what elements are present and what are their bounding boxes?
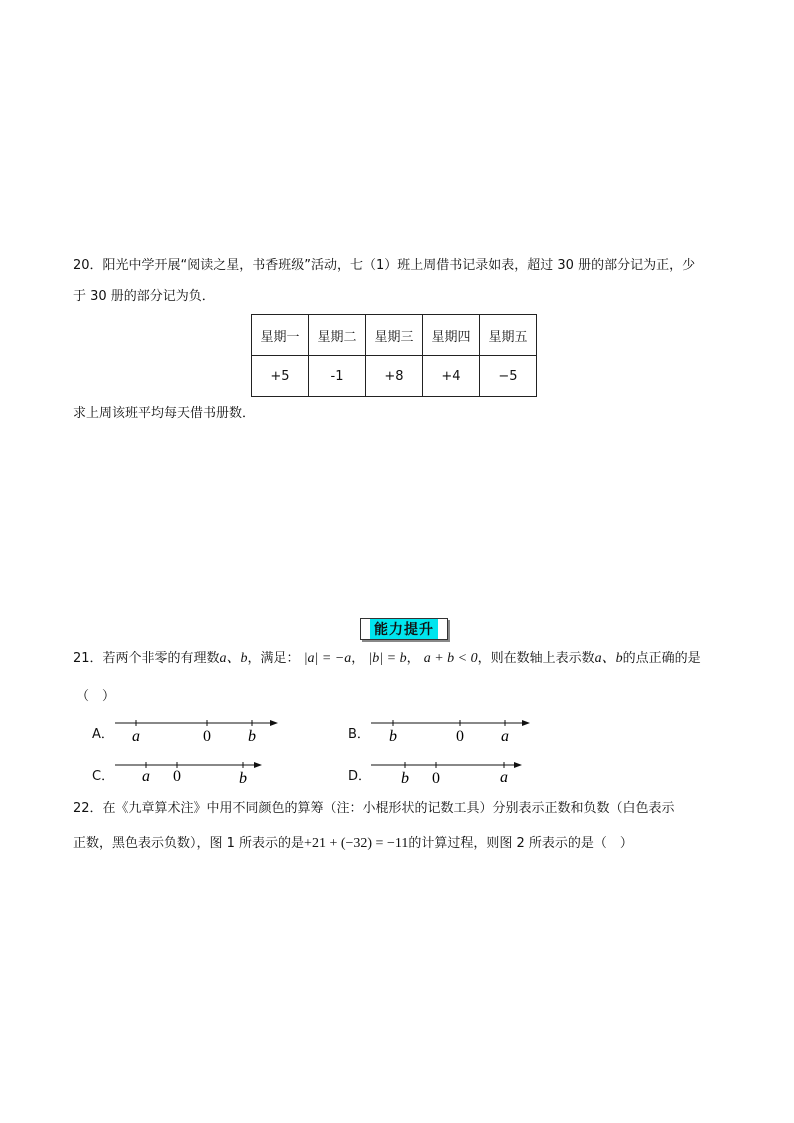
table-value-cell: +8 xyxy=(366,356,423,397)
option-d-label: D． xyxy=(348,769,372,784)
table-header-cell: 星期三 xyxy=(366,315,423,356)
option-d-number-line xyxy=(368,757,533,789)
q21-vars2: a、b xyxy=(594,651,623,666)
option-b-number-line xyxy=(368,715,538,747)
q21-prefix: 21．若两个非零的有理数 xyxy=(73,651,220,666)
section-title: 能力提升 xyxy=(370,619,438,639)
tick-label-zero: 0 xyxy=(173,768,181,785)
table-value-cell: −5 xyxy=(480,356,537,397)
q21-cond2: |b| = b xyxy=(368,651,407,666)
tick-label-a: a xyxy=(142,768,150,785)
tick-label-zero: 0 xyxy=(456,728,464,745)
tick-label-b: b xyxy=(389,728,397,745)
q21-suffix-a: ，则在数轴上表示数 xyxy=(477,651,595,666)
tick-label-zero: 0 xyxy=(203,728,211,745)
tick-label-b: b xyxy=(248,728,256,745)
q22-expr: +21 + (−32) = −11 xyxy=(304,836,409,851)
q20-question: 求上周该班平均每天借书册数． xyxy=(73,406,256,421)
q22-line2 xyxy=(73,835,633,853)
arrow-icon xyxy=(270,720,278,726)
q22-line2-a: 正数，黑色表示负数），图 1 所表示的是 xyxy=(73,836,305,851)
option-a-number-line xyxy=(112,715,287,747)
table-header-cell: 星期四 xyxy=(423,315,480,356)
borrow-table xyxy=(251,314,537,397)
q22-line1: 22．在《九章算术注》中用不同颜色的算筹（注：小棍形状的记数工具）分别表示正数和负数（白色表示 xyxy=(73,801,675,816)
option-c-label: C． xyxy=(92,769,115,784)
tick-label-b: b xyxy=(401,770,409,787)
q20-line2: 于 30 册的部分记为负． xyxy=(73,289,215,304)
q20-line1: 20．阳光中学开展“阅读之星，书香班级”活动，七（1）班上周借书记录如表，超过 30 册的部分记为正，少 xyxy=(73,258,696,273)
table-value-cell: -1 xyxy=(309,356,366,397)
table-header-cell: 星期五 xyxy=(480,315,537,356)
section-badge xyxy=(360,618,448,640)
tick-label-a: a xyxy=(500,769,508,786)
q22-line2-b: 的计算过程，则图 2 所表示的是（ ） xyxy=(408,836,633,851)
table-value-cell: +4 xyxy=(423,356,480,397)
arrow-icon xyxy=(522,720,530,726)
q21-satisfy: ，满足： xyxy=(247,651,300,666)
table-value-cell: +5 xyxy=(252,356,309,397)
tick-label-a: a xyxy=(132,728,140,745)
table-header-cell: 星期一 xyxy=(252,315,309,356)
tick-label-zero: 0 xyxy=(432,770,440,787)
q21-stem: 21．若两个非零的有理数a、b，满足： |a| = −a， |b| = b， a + b < 0，则在数轴上表示数a、b的点正确的是 xyxy=(73,651,701,666)
tick-label-a: a xyxy=(501,728,509,745)
table-header-row xyxy=(252,315,537,356)
option-c-number-line xyxy=(112,757,272,789)
q21-cond3: a + b < 0 xyxy=(423,651,478,666)
q21-answer-paren: （ ） xyxy=(76,689,116,704)
q21-suffix-b: 的点正确的是 xyxy=(622,651,701,666)
q21-vars: a、b xyxy=(219,651,248,666)
arrow-icon xyxy=(514,762,522,768)
option-a-label: A． xyxy=(92,727,114,742)
arrow-icon xyxy=(254,762,262,768)
table-value-row xyxy=(252,356,537,397)
q21-cond1: |a| = −a xyxy=(303,651,352,666)
option-b-label: B． xyxy=(348,727,370,742)
table-header-cell: 星期二 xyxy=(309,315,366,356)
tick-label-b: b xyxy=(239,770,247,787)
